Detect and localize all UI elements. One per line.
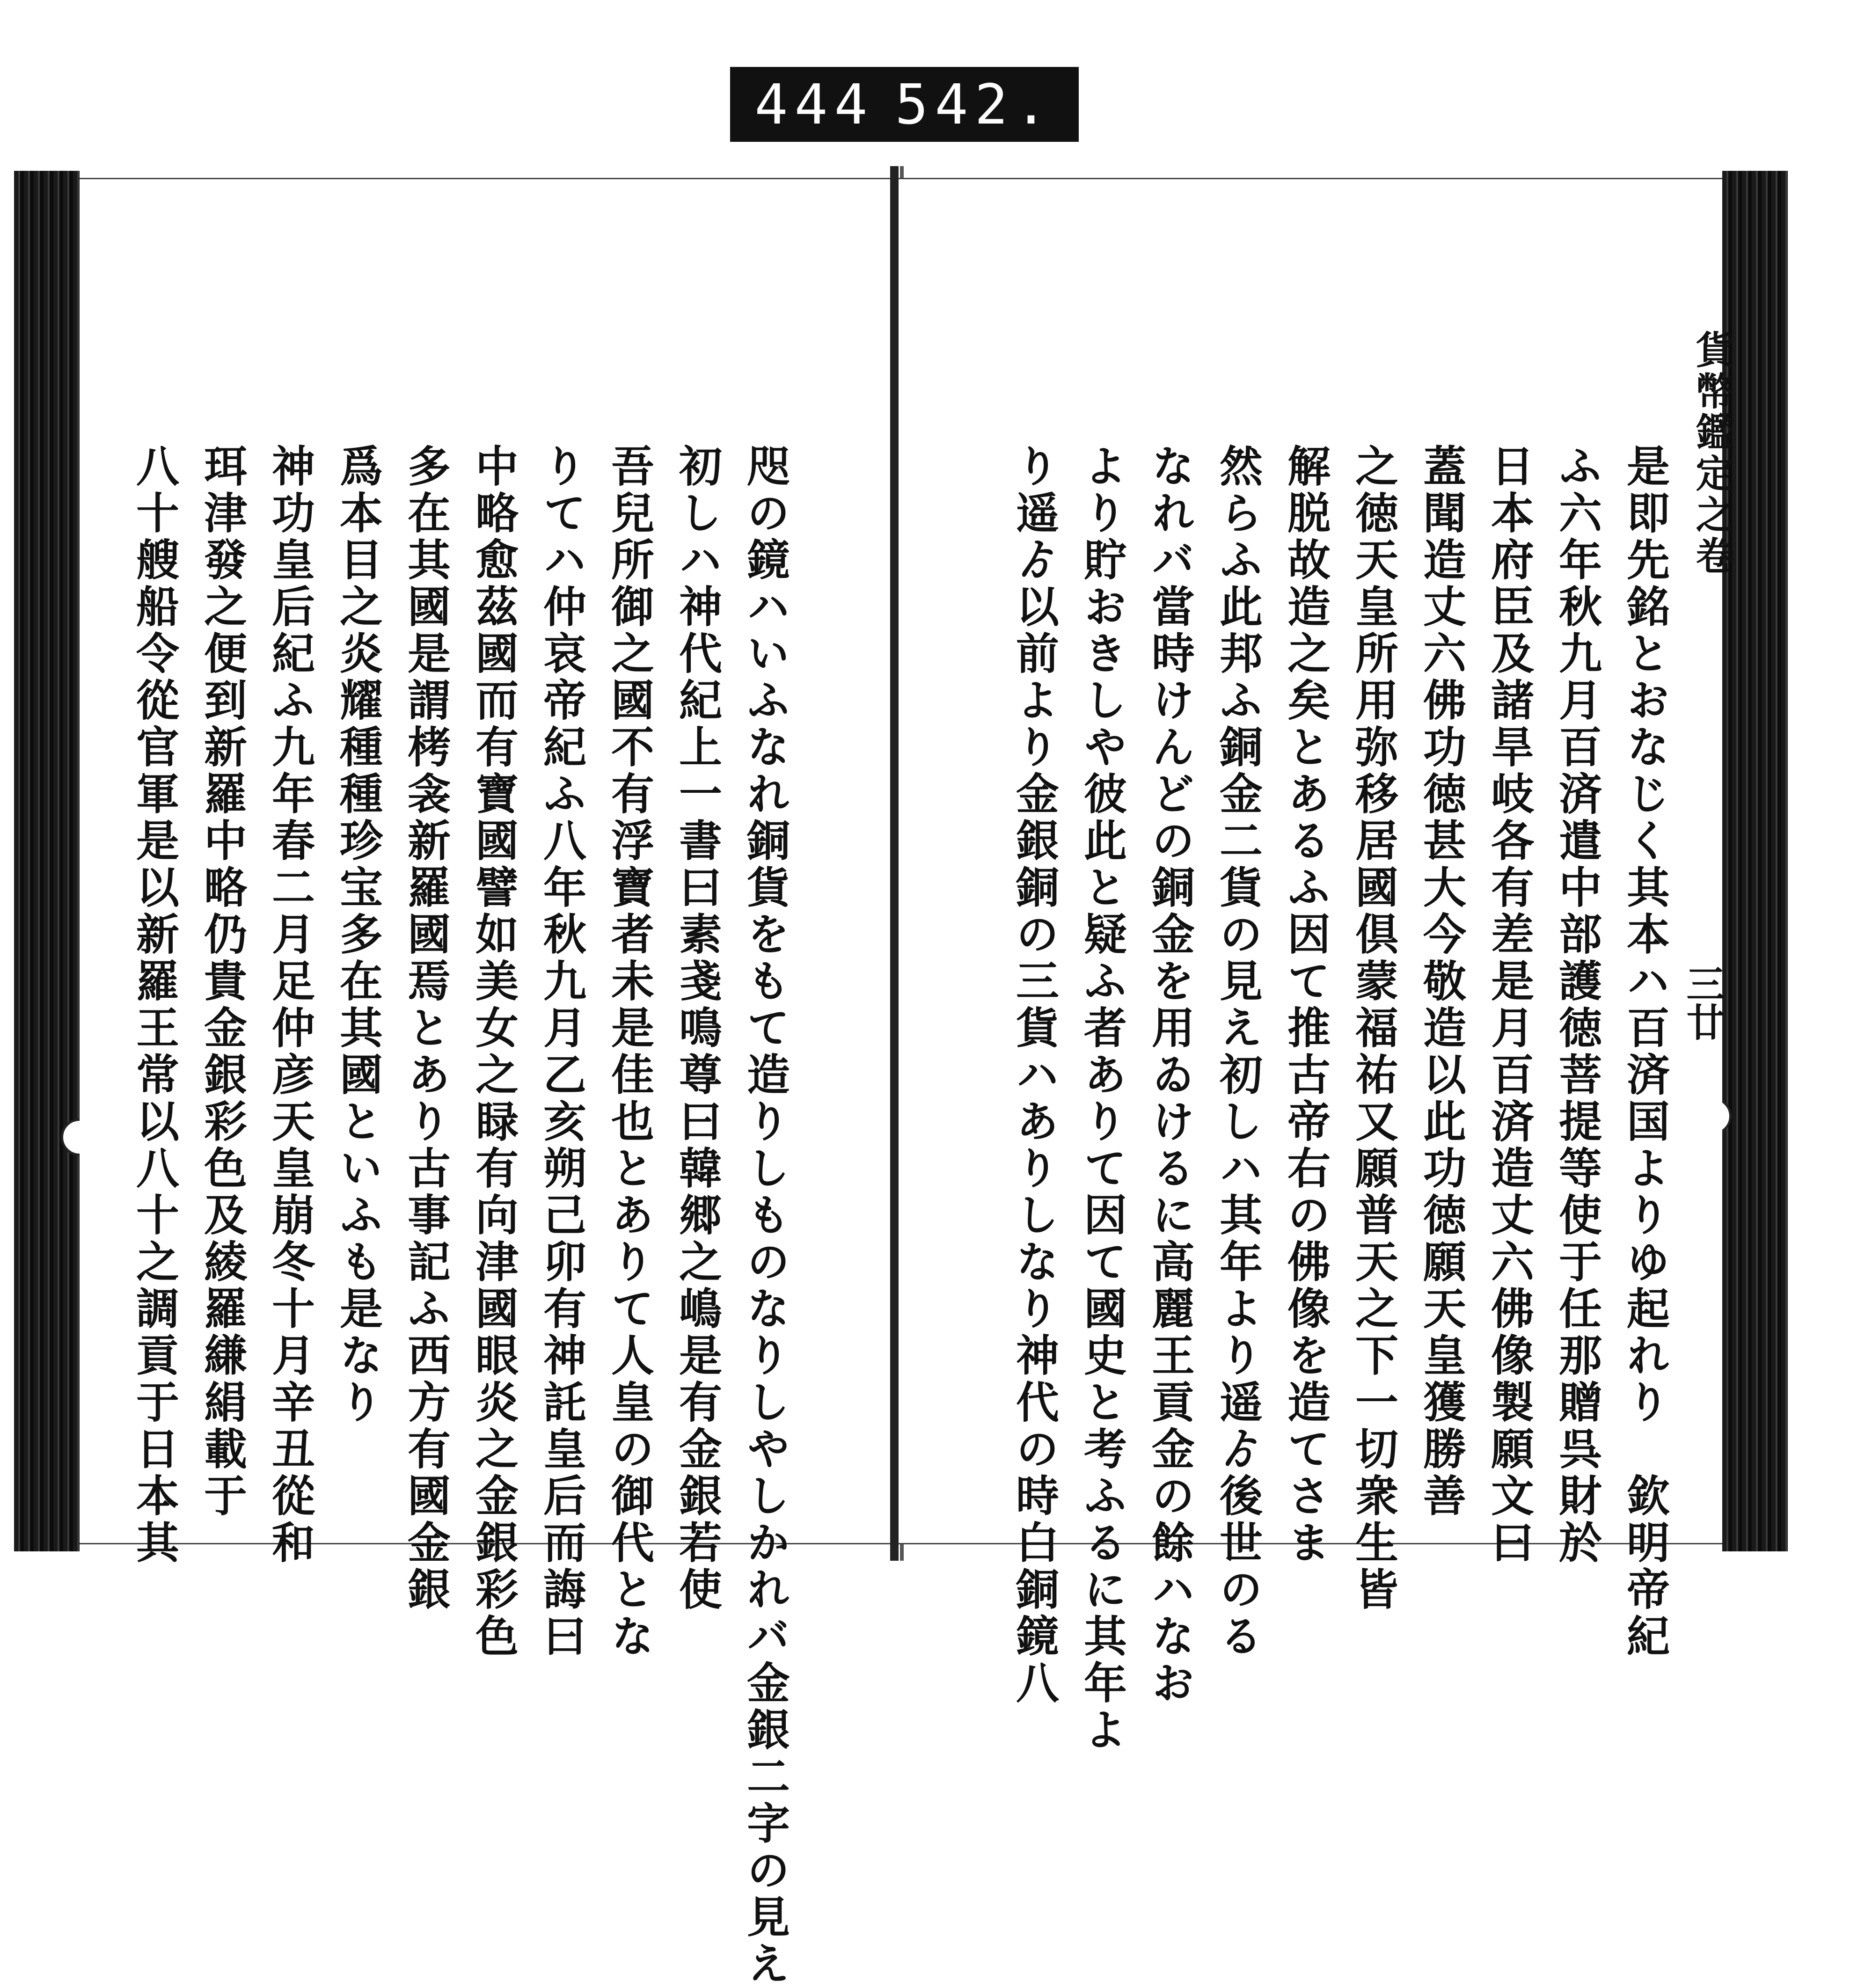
- left-col-1: 咫の鏡ハいふなれ銅貨をもて造りしものなりしやしかれバ金銀二字の見え: [740, 444, 790, 1988]
- open-book: [14, 157, 1830, 1988]
- left-col-7: 爲本目之炎耀種種珍宝多在其國といふも是なり: [333, 444, 383, 1426]
- left-col-9: 珥津發之便到新羅中略仍貴金銀彩色及綾羅縑絹載于: [197, 444, 248, 1520]
- left-col-8: 神功皇后紀ふ九年春二月足仲彦天皇崩冬十月辛丑從和: [265, 444, 315, 1567]
- running-header: 貨幣鑑定之卷: [1689, 330, 1734, 577]
- right-col-10: り遥ゟ以前より金銀銅の三貨ハありしなり神代の時白銅鏡八: [1009, 444, 1060, 1707]
- left-col-4: りてハ仲哀帝紀ふ八年秋九月乙亥朔己卯有神託皇后而誨曰: [536, 444, 587, 1660]
- left-col-10: 八十艘船令從官軍是以新羅王常以八十之調貢于日本其: [129, 444, 180, 1567]
- page-folio: 三廿: [1680, 964, 1725, 1041]
- left-page-edges: [14, 171, 80, 1551]
- left-col-3: 吾兒所御之國不有浮寶者未是佳也とありて人皇の御代とな: [604, 444, 655, 1660]
- right-col-6: 解脱故造之矣とあるふ因て推古帝右の佛像を造てさま: [1280, 444, 1331, 1567]
- left-col-2: 初しハ神代紀上一書曰素戔鳴尊曰韓郷之嶋是有金銀若使: [672, 444, 723, 1614]
- left-col-6: 多在其國是謂栲衾新羅國焉とあり古事記ふ西方有國金銀: [401, 444, 451, 1614]
- right-col-1: 是即先銘とおなじく其本ハ百済国よりゆ起れり 欽明帝紀: [1620, 444, 1670, 1660]
- reel-label: [730, 67, 1079, 142]
- right-col-8: なれバ當時けんどの銅金を用ゐけるに高麗王貢金の餘ハなお: [1145, 444, 1195, 1707]
- right-col-4: 蓋聞造丈六佛功徳甚大今敬造以此功徳願天皇獲勝善: [1416, 444, 1467, 1520]
- left-col-5: 中略愈茲國而有寶國譬如美女之睩有向津國眼炎之金銀彩色: [468, 444, 519, 1660]
- left-page: [80, 178, 892, 1988]
- book-gutter: [890, 166, 899, 1561]
- right-col-9: より貯おきしや彼此と疑ふ者ありて因て國史と考ふるに其年よ: [1077, 444, 1127, 1754]
- right-col-2: ふ六年秋九月百済遣中部護徳菩提等使于任那贈呉財於: [1552, 444, 1602, 1567]
- right-page: [899, 178, 1722, 1754]
- reel-number-left: 444: [754, 72, 874, 137]
- right-col-5: 之徳天皇所用弥移居國倶蒙福祐又願普天之下一切衆生皆: [1348, 444, 1399, 1614]
- right-col-3: 日本府臣及諸旱岐各有差是月百済造丈六佛像製願文曰: [1484, 444, 1535, 1567]
- right-col-7: 然らふ此邦ふ銅金二貨の見え初しハ其年より遥ゟ後世のる: [1213, 444, 1263, 1660]
- reel-number-right: 542.: [895, 72, 1054, 137]
